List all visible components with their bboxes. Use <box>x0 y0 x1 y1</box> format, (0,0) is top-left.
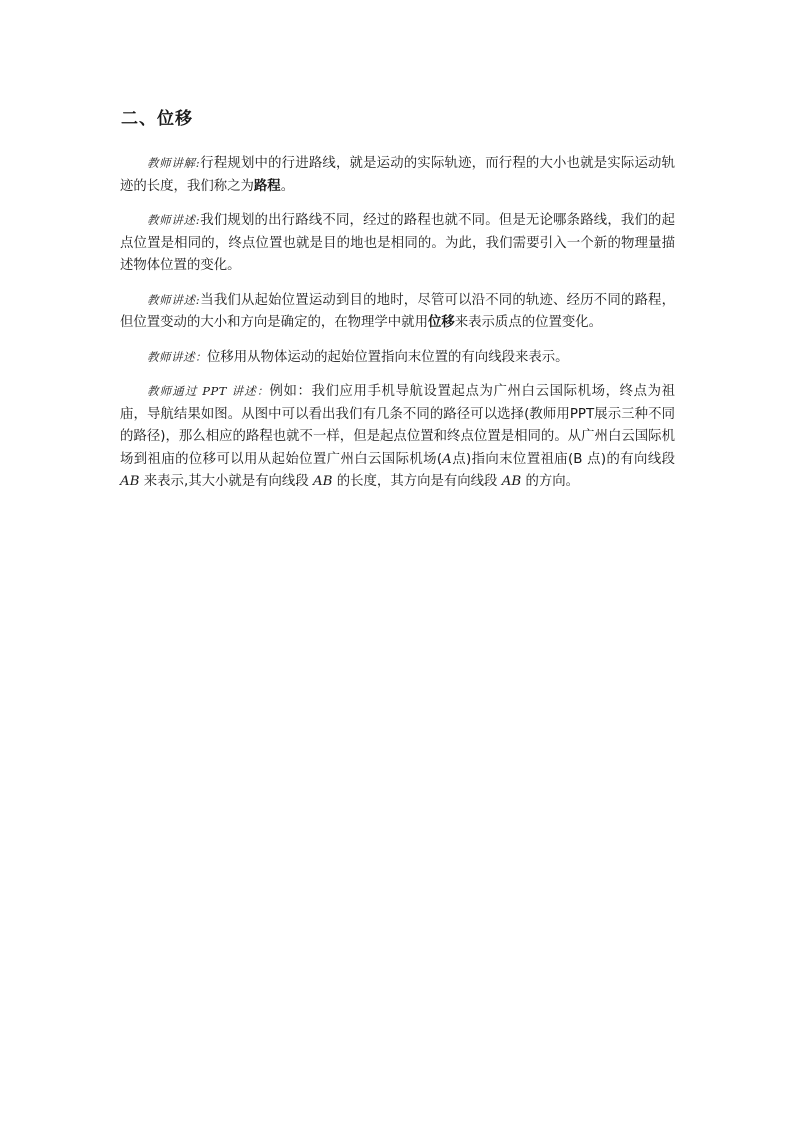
speaker-label: 教师通过 PPT 讲述： <box>147 384 270 398</box>
paragraph-text: 来表示质点的位置变化。 <box>454 315 603 330</box>
paragraph-text: 的长度，其方向是有向线段 <box>332 474 502 489</box>
paragraph-teacher-statement-displacement <box>120 289 675 335</box>
bold-term-displacement: 位移 <box>427 315 455 330</box>
speaker-label: 教师讲述： <box>147 349 207 364</box>
paragraph-text: 。 <box>280 178 295 194</box>
math-symbol: AB <box>501 474 522 489</box>
document-body <box>120 152 675 505</box>
paragraph-teacher-statement-definition <box>120 346 675 370</box>
paragraph-text: 点)指向末位置祖庙(B 点)的有向线段 <box>451 451 675 467</box>
speaker-label: 教师讲述: <box>147 213 201 227</box>
math-symbol: A <box>442 451 452 467</box>
paragraph-text: 来表示,其大小就是有向线段 <box>139 474 313 489</box>
speaker-label: 教师讲解: <box>147 156 201 170</box>
paragraph-teacher-explanation <box>120 152 675 198</box>
paragraph-text: 例如：我们应用手机导航设置起点为广州白云国际机场，终点为祖庙，导航结果如图。从图中可以看出我们有几条不同的路径可以选择(教师用PPT展示三种不同的路径)，那么相应的路程也就不一样，但是起点位置和终点位置是相同的。从广州白云国际机场到祖庙的位移可以用从起始位置广州白云国际机场( <box>120 384 675 467</box>
speaker-label: 教师讲述: <box>147 292 201 307</box>
paragraph-text: 行程规划中的行进路线，就是运动的实际轨迹，而行程的大小也就是实际运动轨迹的长度，我们称之为 <box>120 156 676 194</box>
paragraph-text: 我们规划的出行路线不同，经过的路程也就不同。但是无论哪条路线，我们的起点位置是相同的，终点位置也就是目的地也是相同的。为此，我们需要引入一个新的物理量描述物体位置的变化。 <box>120 213 676 273</box>
section-heading: 二、位移 <box>121 109 193 129</box>
paragraph-text: 当我们从起始位置运动到目的地时，尽管可以沿不同的轨迹、经历不同的路程，但位置变动的大小和方向是确定的，在物理学中就用 <box>120 292 676 330</box>
bold-term-distance: 路程 <box>253 178 281 194</box>
math-symbol: AB <box>120 474 140 489</box>
paragraph-text: 的方向。 <box>521 474 580 489</box>
paragraph-teacher-statement-routes <box>120 209 675 278</box>
paragraph-text: 位移用从物体运动的起始位置指向末位置的有向线段来表示。 <box>207 349 569 365</box>
paragraph-teacher-ppt-example <box>120 380 675 494</box>
math-symbol: AB <box>312 474 333 489</box>
